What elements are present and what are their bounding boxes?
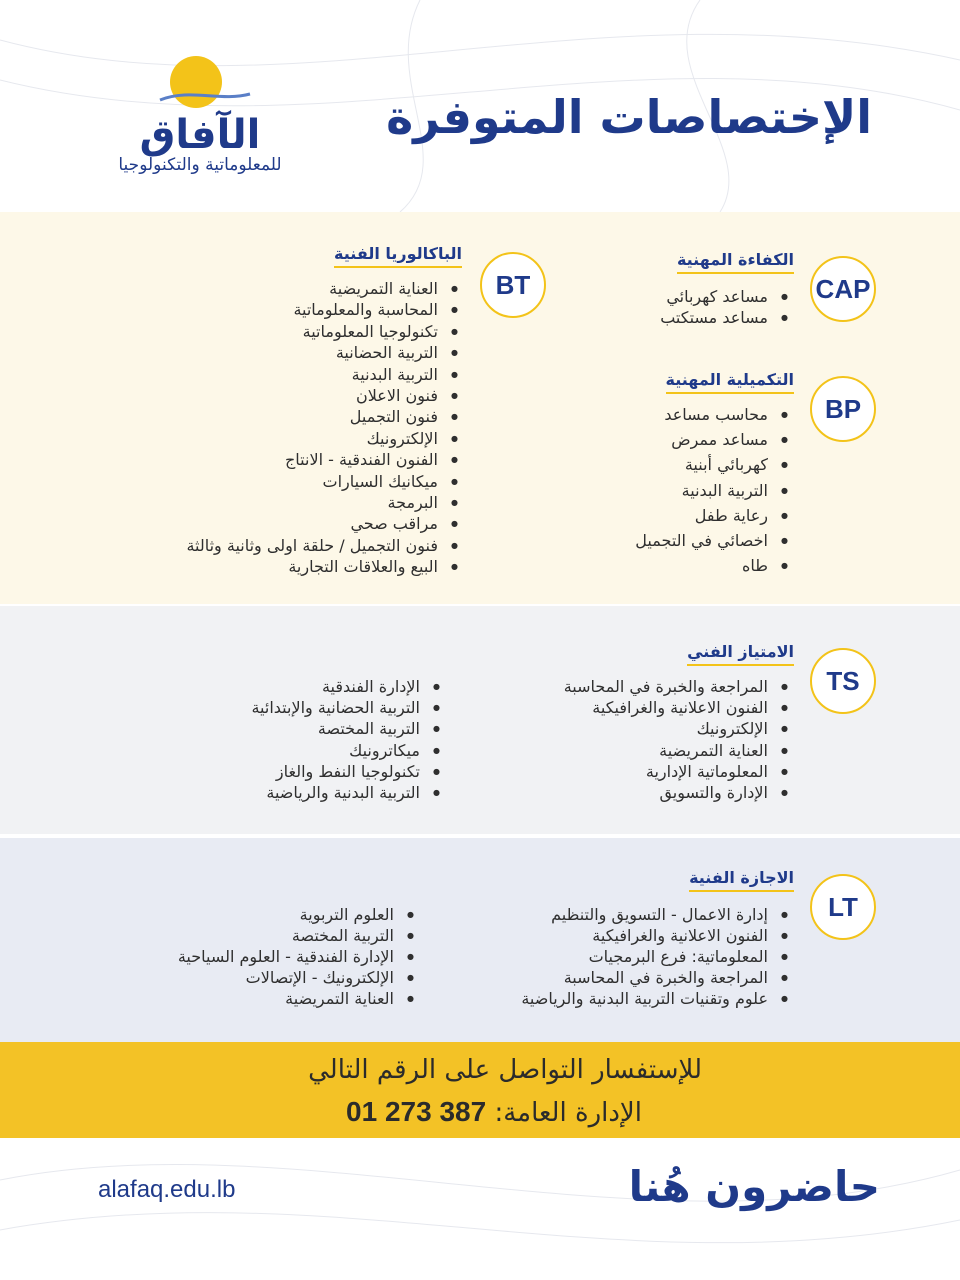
list-item: ● الإلكترونيك - الإتصالات bbox=[178, 967, 416, 988]
list-item: ● فنون التجميل / حلقة اولى وثانية وثالثة bbox=[186, 535, 460, 556]
badge-ts: TS bbox=[810, 648, 876, 714]
list-item: ● العناية التمريضية bbox=[178, 988, 416, 1009]
list-item: ● المراجعة والخبرة في المحاسبة bbox=[564, 676, 790, 697]
list-item: ● طاه bbox=[635, 553, 790, 578]
website-link[interactable]: alafaq.edu.lb bbox=[98, 1176, 236, 1203]
list-bp bbox=[635, 402, 790, 578]
section-band-lt bbox=[0, 838, 960, 1042]
list-bt bbox=[186, 278, 460, 578]
badge-bt: BT bbox=[480, 252, 546, 318]
list-item: ● المعلوماتية الإدارية bbox=[564, 761, 790, 782]
page-title: الإختصاصات المتوفرة bbox=[386, 90, 872, 144]
logo-wordmark: الآفاق bbox=[139, 112, 261, 158]
list-item: ● الإلكترونيك bbox=[186, 428, 460, 449]
list-item: ● العلوم التربوية bbox=[178, 904, 416, 925]
list-item: ● العناية التمريضية bbox=[564, 740, 790, 761]
slogan: حاضرون هُنا bbox=[628, 1162, 880, 1211]
list-item: ● التربية البدنية bbox=[635, 478, 790, 503]
list-item: ● الإدارة الفندقية - العلوم السياحية bbox=[178, 946, 416, 967]
list-item: ● العناية التمريضية bbox=[186, 278, 460, 299]
list-item: ● مساعد ممرض bbox=[635, 427, 790, 452]
logo-subtitle: للمعلوماتية والتكنولوجيا bbox=[118, 155, 282, 175]
section-title-ts: الامتياز الفني bbox=[687, 642, 794, 666]
list-item: ● رعاية طفل bbox=[635, 503, 790, 528]
list-item: ● كهربائي أبنية bbox=[635, 452, 790, 477]
contact-label: الإدارة العامة: bbox=[494, 1098, 642, 1128]
list-item: ● التربية البدنية والرياضية bbox=[251, 782, 442, 803]
contact-phone-line bbox=[346, 1096, 642, 1128]
list-item: ● الفنون الفندقية - الانتاج bbox=[186, 449, 460, 470]
list-item: ● ميكانيك السيارات bbox=[186, 471, 460, 492]
list-item: ● التربية المختصة bbox=[178, 925, 416, 946]
section-band-ts bbox=[0, 606, 960, 834]
list-item: ● تكنولوجيا النفط والغاز bbox=[251, 761, 442, 782]
list-item: ● إدارة الاعمال - التسويق والتنظيم bbox=[521, 904, 790, 925]
list-item: ● علوم وتقنيات التربية البدنية والرياضية bbox=[521, 988, 790, 1009]
badge-lt: LT bbox=[810, 874, 876, 940]
list-item: ● اخصائي في التجميل bbox=[635, 528, 790, 553]
list-item: ● الإدارة والتسويق bbox=[564, 782, 790, 803]
list-cap bbox=[660, 286, 790, 328]
list-item: ● التربية الحضانية bbox=[186, 342, 460, 363]
section-title-lt: الاجازة الفنية bbox=[689, 868, 794, 892]
list-item: ● المراجعة والخبرة في المحاسبة bbox=[521, 967, 790, 988]
list-item: ● الفنون الاعلانية والغرافيكية bbox=[564, 697, 790, 718]
list-lt-right bbox=[521, 904, 790, 1009]
section-title-bp: التكميلية المهنية bbox=[666, 370, 794, 394]
list-item: ● فنون التجميل bbox=[186, 406, 460, 427]
list-item: ● التربية الحضانية والإبتدائية bbox=[251, 697, 442, 718]
list-item: ● محاسب مساعد bbox=[635, 402, 790, 427]
list-item: ● الإلكترونيك bbox=[564, 718, 790, 739]
list-ts-left bbox=[251, 676, 442, 803]
list-item: ● المعلوماتية: فرع البرمجيات bbox=[521, 946, 790, 967]
list-ts-right bbox=[564, 676, 790, 803]
list-item: ● ميكاترونيك bbox=[251, 740, 442, 761]
contact-prompt: للإستفسار التواصل على الرقم التالي bbox=[308, 1055, 702, 1085]
list-item: ● التربية المختصة bbox=[251, 718, 442, 739]
list-item: ● مساعد مستكتب bbox=[660, 307, 790, 328]
badge-bp: BP bbox=[810, 376, 876, 442]
section-title-cap: الكفاءة المهنية bbox=[677, 250, 794, 274]
list-item: ● التربية البدنية bbox=[186, 364, 460, 385]
list-item: ● الفنون الاعلانية والغرافيكية bbox=[521, 925, 790, 946]
list-item: ● فنون الاعلان bbox=[186, 385, 460, 406]
section-title-bt: الباكالوريا الفنية bbox=[334, 244, 462, 268]
list-item: ● المحاسبة والمعلوماتية bbox=[186, 299, 460, 320]
list-item: ● الإدارة الفندقية bbox=[251, 676, 442, 697]
list-item: ● مساعد كهربائي bbox=[660, 286, 790, 307]
list-item: ● البيع والعلاقات التجارية bbox=[186, 556, 460, 577]
list-lt-left bbox=[178, 904, 416, 1009]
badge-cap: CAP bbox=[810, 256, 876, 322]
list-item: ● تكنولوجيا المعلوماتية bbox=[186, 321, 460, 342]
phone-number[interactable]: 01 273 387 bbox=[346, 1096, 487, 1127]
list-item: ● مراقب صحي bbox=[186, 513, 460, 534]
list-item: ● البرمجة bbox=[186, 492, 460, 513]
